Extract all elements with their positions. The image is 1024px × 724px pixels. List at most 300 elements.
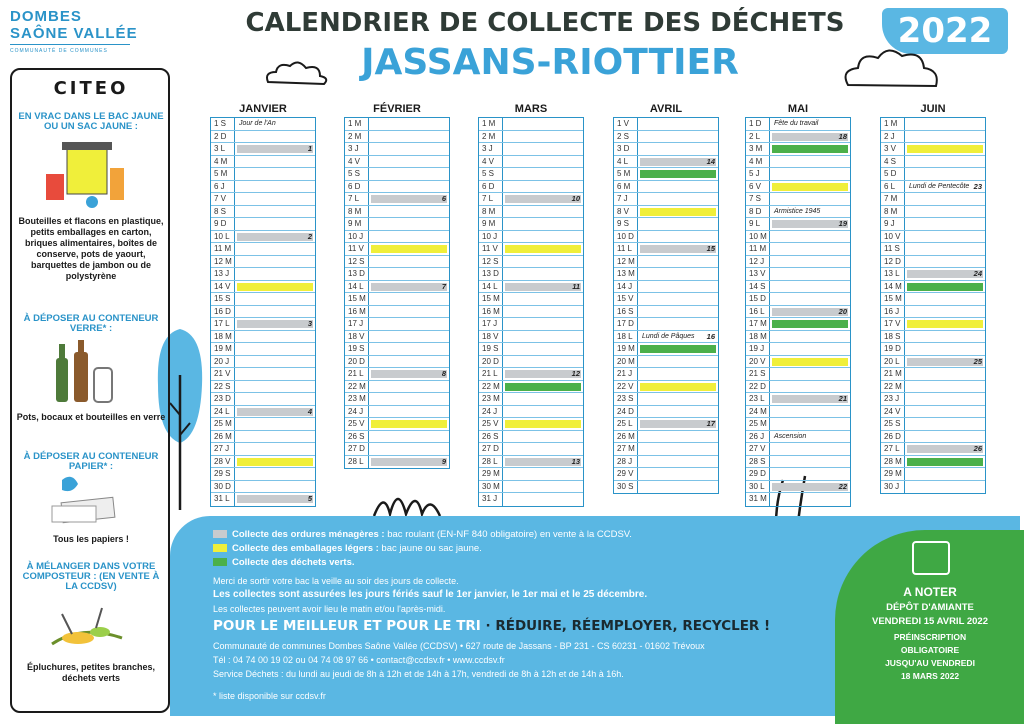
day-label: 9 M [345, 218, 369, 230]
day-label: 20 L [881, 356, 905, 368]
day-row [211, 331, 315, 344]
collection-band-gray [772, 395, 848, 403]
day-row [345, 343, 449, 356]
day-label: 7 L [345, 193, 369, 205]
day-label: 12 M [614, 256, 638, 268]
day-label: 1 M [881, 118, 905, 130]
day-row [479, 181, 583, 194]
collection-band-yellow [907, 320, 983, 328]
day-label: 10 M [746, 231, 770, 243]
day-label: 1 M [345, 118, 369, 130]
day-label: 22 M [881, 381, 905, 393]
day-row [614, 431, 718, 444]
collection-band-yellow [371, 245, 447, 253]
day-row [614, 206, 718, 219]
day-row [881, 231, 985, 244]
day-label: 16 J [881, 306, 905, 318]
day-row [479, 343, 583, 356]
day-label: 11 M [746, 243, 770, 255]
day-row [211, 456, 315, 469]
day-label: 23 J [881, 393, 905, 405]
day-label: 25 M [211, 418, 235, 430]
holiday-label: Lundi de Pâques [642, 332, 695, 340]
day-row [345, 293, 449, 306]
day-label: 24 V [881, 406, 905, 418]
section-head-compost: À MÉLANGER DANS VOTRE COMPOSTEUR : (EN VENTE À LA CCDSV) [22, 561, 160, 592]
day-label: 15 D [746, 293, 770, 305]
holiday-label: Armistice 1945 [774, 207, 821, 215]
section-head-glass: À DÉPOSER AU CONTENEUR VERRE* : [23, 313, 159, 334]
day-label: 26 D [881, 431, 905, 443]
day-label: 5 S [479, 168, 503, 180]
day-label: 28 M [881, 456, 905, 468]
section-head-yellow-bin: EN VRAC DANS LE BAC JAUNE OU UN SAC JAUNE : [18, 111, 164, 132]
day-label: 25 M [746, 418, 770, 430]
day-row [345, 406, 449, 419]
day-label: 15 M [345, 293, 369, 305]
sorting-guide-panel [10, 68, 170, 713]
day-label: 2 S [614, 131, 638, 143]
day-row [479, 193, 583, 206]
month-name: JUIN [920, 103, 946, 115]
logo [10, 8, 140, 54]
day-label: 6 L [881, 181, 905, 193]
collection-band-yellow [640, 383, 716, 391]
day-row [881, 431, 985, 444]
collection-band-gray [371, 195, 447, 203]
day-label: 9 L [746, 218, 770, 230]
day-row [479, 268, 583, 281]
day-label: 14 M [881, 281, 905, 293]
month-name: JANVIER [239, 103, 287, 115]
day-label: 3 J [345, 143, 369, 155]
day-row [345, 431, 449, 444]
day-row [881, 156, 985, 169]
day-label: 16 M [479, 306, 503, 318]
week-number: 15 [706, 244, 715, 253]
holiday-label: Fête du travail [774, 120, 819, 127]
day-row [211, 431, 315, 444]
day-label: 24 J [479, 406, 503, 418]
day-label: 5 M [614, 168, 638, 180]
day-row [614, 156, 718, 169]
day-row [746, 168, 850, 181]
day-label: 18 M [746, 331, 770, 343]
day-row [479, 481, 583, 494]
day-row [881, 381, 985, 394]
day-label: 26 J [746, 431, 770, 443]
day-row [211, 481, 315, 494]
collection-band-gray [772, 308, 848, 316]
week-number: 14 [706, 156, 715, 166]
legend-item: Collecte des ordures ménagères : bac roulant (EN-NF 840 obligatoire) en vente à la CCDSV. [213, 528, 813, 541]
day-row [746, 406, 850, 419]
collection-band-gray [505, 370, 581, 378]
day-label: 14 L [345, 281, 369, 293]
day-row [345, 181, 449, 194]
day-row [614, 118, 718, 131]
day-label: 18 M [211, 331, 235, 343]
day-label: 9 D [211, 218, 235, 230]
week-number: 11 [572, 281, 580, 291]
day-row [614, 231, 718, 244]
day-label: 17 J [479, 318, 503, 330]
day-row [479, 318, 583, 331]
week-number: 1 [307, 144, 312, 153]
holiday-label: Jour de l'An [239, 120, 276, 127]
day-label: 12 J [746, 256, 770, 268]
notice-line: JUSQU'AU VENDREDI [885, 658, 975, 668]
day-row [345, 256, 449, 269]
day-row [746, 343, 850, 356]
day-label: 12 S [479, 256, 503, 268]
day-row [746, 493, 850, 506]
contact-hours: Service Déchets : du lundi au jeudi de 8h à 12h et de 14h à 17h, vendredi de 8h à 12h et de 14h à 16h. [213, 669, 624, 679]
day-label: 22 D [746, 381, 770, 393]
section-desc-glass: Pots, bocaux et bouteilles en verre [16, 412, 166, 422]
day-row [746, 393, 850, 406]
day-row [746, 268, 850, 281]
day-row [345, 193, 449, 206]
collection-band-green [505, 383, 581, 391]
day-label: 7 S [746, 193, 770, 205]
day-label: 17 L [211, 318, 235, 330]
day-row [211, 168, 315, 181]
day-row [746, 456, 850, 469]
day-label: 11 L [614, 243, 638, 255]
day-row [881, 443, 985, 456]
day-label: 19 S [479, 343, 503, 355]
day-row [881, 331, 985, 344]
day-label: 19 M [614, 343, 638, 355]
day-label: 28 L [479, 456, 503, 468]
day-row [479, 293, 583, 306]
day-row [614, 218, 718, 231]
day-label: 21 M [881, 368, 905, 380]
day-label: 13 D [345, 268, 369, 280]
day-label: 1 D [746, 118, 770, 130]
note-line: Les collectes peuvent avoir lieu le matin et/ou l'après-midi. [213, 604, 446, 614]
day-label: 6 M [614, 181, 638, 193]
day-row [746, 218, 850, 231]
week-number: 8 [441, 369, 446, 378]
day-label: 13 L [881, 268, 905, 280]
logo-rule [10, 44, 130, 45]
day-label: 2 M [479, 131, 503, 143]
day-row [211, 368, 315, 381]
day-row [479, 218, 583, 231]
day-label: 5 J [746, 168, 770, 180]
day-label: 15 S [211, 293, 235, 305]
day-label: 9 S [614, 218, 638, 230]
day-label: 8 S [211, 206, 235, 218]
legend-swatch-yellow [213, 544, 227, 552]
week-number: 17 [706, 419, 715, 428]
day-row [479, 381, 583, 394]
day-label: 1 S [211, 118, 235, 130]
cloud-icon [840, 40, 950, 95]
day-label: 10 L [211, 231, 235, 243]
day-row [746, 156, 850, 169]
day-label: 29 V [614, 468, 638, 480]
day-row [211, 281, 315, 294]
day-row [479, 418, 583, 431]
legend-item: Collecte des déchets verts. [213, 556, 813, 569]
collection-band-gray [237, 495, 313, 503]
day-row [211, 418, 315, 431]
cloud-icon [262, 58, 334, 88]
day-label: 30 D [211, 481, 235, 493]
day-label: 21 S [746, 368, 770, 380]
day-label: 17 V [881, 318, 905, 330]
day-label: 16 S [614, 306, 638, 318]
day-row [881, 406, 985, 419]
day-label: 27 D [479, 443, 503, 455]
glass-bottles-icon [42, 338, 132, 406]
collection-band-gray [640, 245, 716, 253]
day-row [614, 306, 718, 319]
logo-line-1: DOMBES [10, 8, 82, 25]
day-label: 22 M [345, 381, 369, 393]
collection-band-gray [505, 195, 581, 203]
day-row [614, 356, 718, 369]
day-label: 13 J [211, 268, 235, 280]
day-row [881, 143, 985, 156]
day-label: 27 J [211, 443, 235, 455]
day-label: 24 J [345, 406, 369, 418]
day-label: 11 V [479, 243, 503, 255]
day-row [881, 356, 985, 369]
collection-band-gray [772, 483, 848, 491]
day-label: 27 V [746, 443, 770, 455]
day-label: 26 M [614, 431, 638, 443]
notice-line: OBLIGATOIRE [900, 645, 960, 655]
day-row [746, 206, 850, 219]
slogan [213, 618, 833, 634]
notice-line: VENDREDI 15 AVRIL 2022 [872, 616, 988, 627]
day-row [345, 218, 449, 231]
collection-band-gray [640, 158, 716, 166]
day-label: 27 M [614, 443, 638, 455]
day-row [345, 156, 449, 169]
citeo-logo: CITEO [53, 78, 129, 99]
week-number: 6 [441, 194, 446, 203]
day-row [345, 368, 449, 381]
collection-band-gray [907, 270, 983, 278]
collection-band-green [640, 170, 716, 178]
day-row [211, 143, 315, 156]
day-row [479, 306, 583, 319]
day-row [345, 143, 449, 156]
collection-band-green [907, 458, 983, 466]
day-label: 28 J [614, 456, 638, 468]
day-row [746, 131, 850, 144]
week-number: 9 [441, 456, 446, 466]
week-number: 24 [973, 269, 982, 278]
day-label: 4 V [345, 156, 369, 168]
month-name: AVRIL [649, 103, 683, 115]
day-label: 28 V [211, 456, 235, 468]
day-label: 11 S [881, 243, 905, 255]
notice-title: A NOTER [903, 585, 957, 599]
month-name: MARS [514, 103, 548, 115]
week-number: 16 [706, 331, 715, 341]
day-row [479, 443, 583, 456]
day-label: 15 M [479, 293, 503, 305]
day-row [211, 443, 315, 456]
day-label: 22 M [479, 381, 503, 393]
note-line-holidays: Les collectes sont assurées les jours fériés sauf le 1er janvier, le 1er mai et le 25 décembre. [213, 589, 648, 600]
day-row [881, 168, 985, 181]
day-row [614, 468, 718, 481]
day-label: 24 D [614, 406, 638, 418]
day-row [479, 231, 583, 244]
collection-band-green [907, 283, 983, 291]
compost-icon [42, 604, 132, 652]
day-row [746, 256, 850, 269]
day-row [479, 118, 583, 131]
note-line: Merci de sortir votre bac la veille au soir des jours de collecte. [213, 576, 459, 586]
day-label: 16 L [746, 306, 770, 318]
day-label: 27 L [881, 443, 905, 455]
day-label: 16 M [345, 306, 369, 318]
day-label: 29 M [881, 468, 905, 480]
day-label: 31 L [211, 493, 235, 506]
day-row [881, 418, 985, 431]
day-row [345, 168, 449, 181]
day-label: 3 D [614, 143, 638, 155]
day-row [345, 418, 449, 431]
day-label: 13 V [746, 268, 770, 280]
day-label: 2 D [211, 131, 235, 143]
day-label: 19 J [746, 343, 770, 355]
day-row [614, 331, 718, 344]
day-label: 22 V [614, 381, 638, 393]
day-row [881, 368, 985, 381]
day-row [479, 431, 583, 444]
month-grid [745, 117, 851, 507]
day-label: 23 M [345, 393, 369, 405]
day-row [614, 193, 718, 206]
day-label: 29 D [746, 468, 770, 480]
day-label: 9 M [479, 218, 503, 230]
day-label: 1 V [614, 118, 638, 130]
day-row [211, 381, 315, 394]
collection-band-yellow [505, 420, 581, 428]
day-row [881, 306, 985, 319]
page-subtitle: JASSANS-RIOTTIER [361, 42, 739, 83]
day-label: 26 M [211, 431, 235, 443]
week-number: 20 [838, 306, 847, 316]
day-label: 12 D [881, 256, 905, 268]
day-row [881, 118, 985, 131]
slogan-right: · RÉDUIRE, RÉEMPLOYER, RECYCLER ! [485, 618, 771, 634]
calendar-icon [912, 541, 950, 575]
day-label: 28 L [345, 456, 369, 469]
collection-band-gray [371, 370, 447, 378]
day-label: 13 D [479, 268, 503, 280]
day-row [881, 256, 985, 269]
day-row [881, 281, 985, 294]
day-row [479, 368, 583, 381]
week-number: 25 [973, 356, 982, 366]
day-row [479, 331, 583, 344]
day-row [746, 356, 850, 369]
notice-line: 18 MARS 2022 [900, 671, 960, 681]
day-label: 6 V [746, 181, 770, 193]
day-label: 21 V [211, 368, 235, 380]
day-row [211, 131, 315, 144]
collection-band-gray [505, 458, 581, 466]
day-row [746, 193, 850, 206]
day-label: 17 M [746, 318, 770, 330]
day-label: 17 J [345, 318, 369, 330]
day-row [746, 368, 850, 381]
day-row [746, 293, 850, 306]
day-row [211, 193, 315, 206]
week-number: 26 [973, 444, 982, 453]
day-row [345, 443, 449, 456]
day-label: 8 M [881, 206, 905, 218]
collection-band-yellow [505, 245, 581, 253]
day-label: 20 D [345, 356, 369, 368]
day-row [614, 406, 718, 419]
day-label: 10 D [614, 231, 638, 243]
day-row [345, 356, 449, 369]
day-row [345, 231, 449, 244]
day-label: 4 M [211, 156, 235, 168]
day-label: 25 L [614, 418, 638, 430]
day-row [345, 306, 449, 319]
day-row [345, 281, 449, 294]
day-row [345, 318, 449, 331]
day-label: 10 J [345, 231, 369, 243]
collection-band-gray [772, 133, 848, 141]
day-row [479, 493, 583, 506]
collection-band-gray [237, 145, 313, 153]
week-number: 10 [571, 194, 580, 203]
day-label: 3 M [746, 143, 770, 155]
day-label: 5 D [881, 168, 905, 180]
day-row [614, 318, 718, 331]
day-label: 3 J [479, 143, 503, 155]
legend-swatch-green [213, 558, 227, 566]
day-label: 8 V [614, 206, 638, 218]
day-label: 15 V [614, 293, 638, 305]
day-label: 23 M [479, 393, 503, 405]
section-desc-yellow-bin: Bouteilles et flacons en plastique, petits emballages en carton, briques alimentaires, boîtes de conserve, pots de yaourt, barquettes de jambon ou de polystyrène [18, 216, 164, 281]
day-row [211, 356, 315, 369]
contact-phone: Tél : 04 74 00 19 02 ou 04 74 08 97 66 • contact@ccdsv.fr • www.ccdsv.fr [213, 655, 505, 665]
day-row [479, 206, 583, 219]
month-name: FÉVRIER [373, 103, 421, 115]
day-label: 2 M [345, 131, 369, 143]
year-badge: 2022 [882, 8, 1008, 54]
section-desc-compost: Épluchures, petites branches, déchets verts [26, 662, 156, 683]
week-number: 7 [441, 281, 446, 291]
day-row [479, 131, 583, 144]
holiday-label: Lundi de Pentecôte [909, 182, 970, 190]
day-row [746, 181, 850, 194]
day-row [479, 393, 583, 406]
day-label: 14 J [614, 281, 638, 293]
day-label: 14 S [746, 281, 770, 293]
day-row [614, 443, 718, 456]
day-label: 7 L [479, 193, 503, 205]
day-label: 11 M [211, 243, 235, 255]
day-label: 21 L [479, 368, 503, 380]
week-number: 18 [838, 131, 847, 141]
